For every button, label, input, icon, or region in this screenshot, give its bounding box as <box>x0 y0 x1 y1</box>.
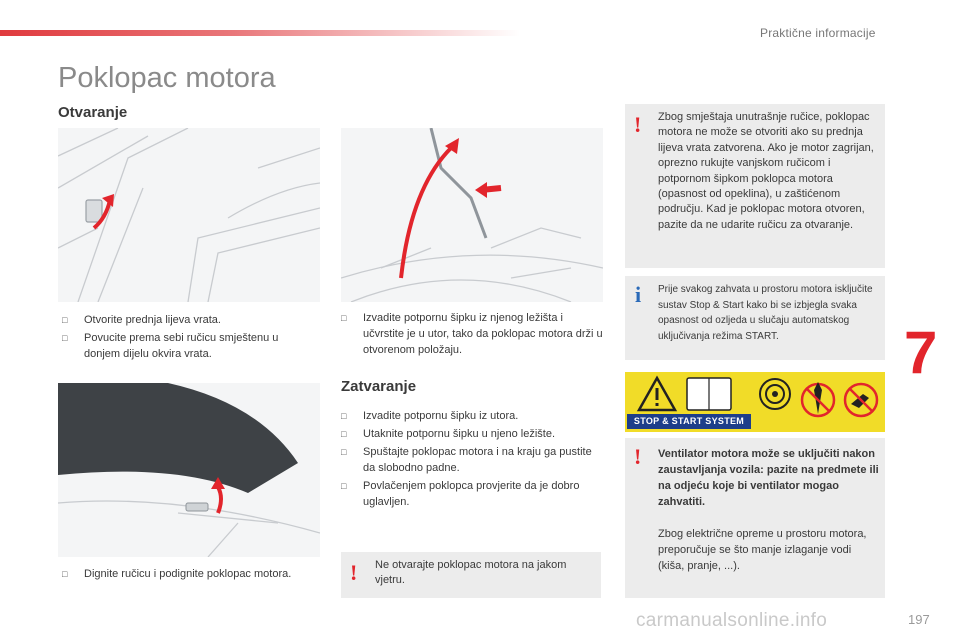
chapter-number: 7 <box>904 319 938 386</box>
red-arrow-shape <box>218 487 221 513</box>
bonnet-shape <box>58 383 298 493</box>
warning-fan-text: Ventilator motora može se uključiti nakon zaustavljanja vozila: pazite na predmete ili na odjeću koje bi ventilator mogao zahvatiti. <box>658 448 879 508</box>
note-wind-text: Ne otvarajte poklopac motora na jakom vjetru. <box>375 559 567 586</box>
warning-triangle-dot-shape <box>656 403 659 406</box>
steps-close <box>341 408 603 512</box>
list-item: □ Utaknite potpornu šipku u njeno ležište. <box>341 428 556 440</box>
steps-open-right <box>341 310 603 360</box>
checkbox-bullet-icon: □ <box>341 313 347 323</box>
header-accent-bar <box>0 30 520 36</box>
info-box-stopstart <box>625 276 885 360</box>
heading-otvaranje: Otvaranje <box>58 104 128 121</box>
red-arrow-shape <box>401 148 451 278</box>
warning-box-bottom <box>625 438 885 598</box>
illustration-prop-rod <box>341 128 603 302</box>
list-item: □ Povlačenjem poklopca provjerite da je dobro uglavljen. <box>341 480 580 508</box>
steps-open-left <box>62 312 312 364</box>
list-item: □ Otvorite prednja lijeva vrata. <box>62 314 221 326</box>
page-number: 197 <box>908 612 930 627</box>
handle-shape <box>86 200 102 222</box>
watermark: carmanualsonline.info <box>636 610 828 631</box>
info-icon: i <box>635 282 642 307</box>
list-item: □ Povucite prema sebi ručicu smještenu u donjem dijelu okvira vrata. <box>62 332 279 360</box>
note-wind-warning <box>341 552 601 598</box>
heading-zatvaranje: Zatvaranje <box>341 378 417 395</box>
warning-water-text: Zbog električne opreme u prostoru motora, preporučuje se što manje izlaganje vodi (kiša, pranje, ...). <box>658 528 867 572</box>
red-pointer-head-shape <box>475 182 487 198</box>
checkbox-bullet-icon: □ <box>62 333 68 343</box>
prohibition-slash-shape <box>849 388 873 412</box>
checkbox-bullet-icon: □ <box>341 429 347 439</box>
section-label: Praktične informacije <box>760 26 876 40</box>
warning-triangle-mark-shape <box>656 388 659 400</box>
checkbox-bullet-icon: □ <box>62 569 68 579</box>
steps-open-bottom <box>62 566 332 584</box>
list-item: □ Dignite ručicu i podignite poklopac motora. <box>62 568 292 580</box>
checkbox-bullet-icon: □ <box>341 447 347 457</box>
illustration-door-handle <box>58 128 320 302</box>
lever-shape <box>186 503 208 511</box>
list-item: □ Izvadite potpornu šipku iz utora. <box>341 410 519 422</box>
fan-hub-shape <box>772 391 778 397</box>
stopstart-label: STOP & START SYSTEM <box>627 414 751 429</box>
page-title: Poklopac motora <box>58 62 276 94</box>
checkbox-bullet-icon: □ <box>341 411 347 421</box>
checkbox-bullet-icon: □ <box>341 481 347 491</box>
warning-box-top <box>625 104 885 268</box>
checkbox-bullet-icon: □ <box>62 315 68 325</box>
list-item: □ Spuštajte poklopac motora i na kraju ga pustite da slobodno padne. <box>341 446 592 474</box>
info-stopstart-text: Prije svakog zahvata u prostoru motora isključite sustav Stop & Start kako bi se izbjegla svaka opasnost od ozljeda u slučaju automatskog uključivanja režima START. <box>658 284 873 342</box>
exclamation-icon: ! <box>634 444 642 469</box>
warning-top-text: Zbog smještaja unutrašnje ručice, poklopac motora ne može se otvoriti ako su prednja lijeva vrata zatvorena. Ako je motor zagrijan, oprezno rukujte vanjskom ručicom i potpornom šipkom poklopca motora (opasnost od opeklina), u zaštićenom području. Kad je poklopac motora otvoren, pazite da ne udarite ručicu za otvaranje. <box>658 111 874 231</box>
illustration-bonnet-lift <box>58 383 320 557</box>
list-item: □ Izvadite potpornu šipku iz njenog ležišta i učvrstite je u utor, tako da poklopac motora drži u otvorenom položaju. <box>341 312 603 356</box>
exclamation-icon: ! <box>634 112 642 137</box>
exclamation-icon: ! <box>350 560 358 585</box>
prop-rod-shape <box>431 128 486 238</box>
